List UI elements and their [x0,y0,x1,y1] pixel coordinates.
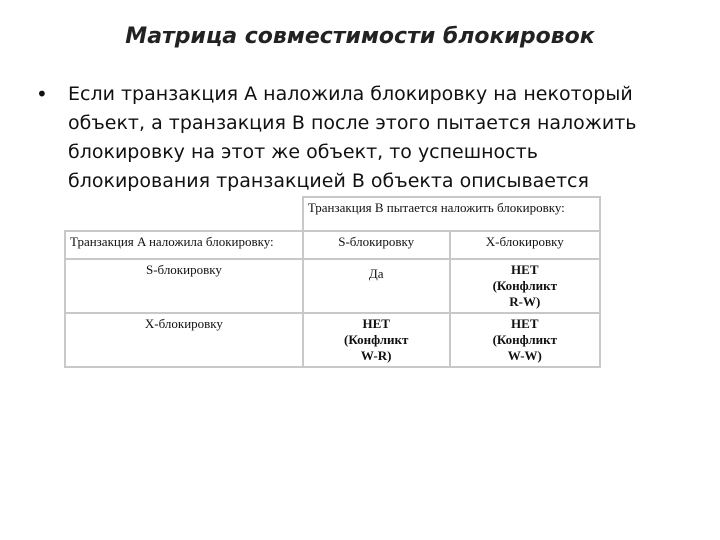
header-transaction-a: Транзакция A наложила блокировку: [65,231,303,259]
column-header-s: S-блокировку [303,231,450,259]
cell-line: W-R) [360,348,392,363]
row-header-s: S-блокировку [65,259,303,313]
bullet-text: Если транзакция А наложила блокировку на некоторый объект, а транзакция В после этого пытается наложить блокировку на этот же объект, то успешность блокирования транзакцией В объекта описывается [68,83,637,192]
cell-line: (Конфликт [492,332,557,347]
cell-line: W-W) [507,348,542,363]
cell-s-s: Да [303,259,450,313]
table-row [65,259,600,313]
bullet-marker: • [36,82,48,106]
cell-x-x [450,313,600,367]
slide-title: Матрица совместимости блокировок [125,24,595,49]
cell-line: R-W) [509,294,541,309]
cell-x-s [303,313,450,367]
cell-line: НЕТ [511,316,539,331]
header-transaction-b: Транзакция B пытается наложить блокировку: [303,197,600,231]
compatibility-table [64,196,601,368]
column-header-x: X-блокировку [450,231,600,259]
cell-line: (Конфликт [343,332,409,347]
cell-line: (Конфликт [492,278,557,293]
cell-s-x [450,259,600,313]
compatibility-table-wrapper [64,196,601,361]
table-corner-blank [65,197,303,231]
row-header-x: X-блокировку [65,313,303,367]
cell-line: НЕТ [362,316,390,331]
table-row [65,313,600,367]
cell-line: НЕТ [511,262,539,277]
